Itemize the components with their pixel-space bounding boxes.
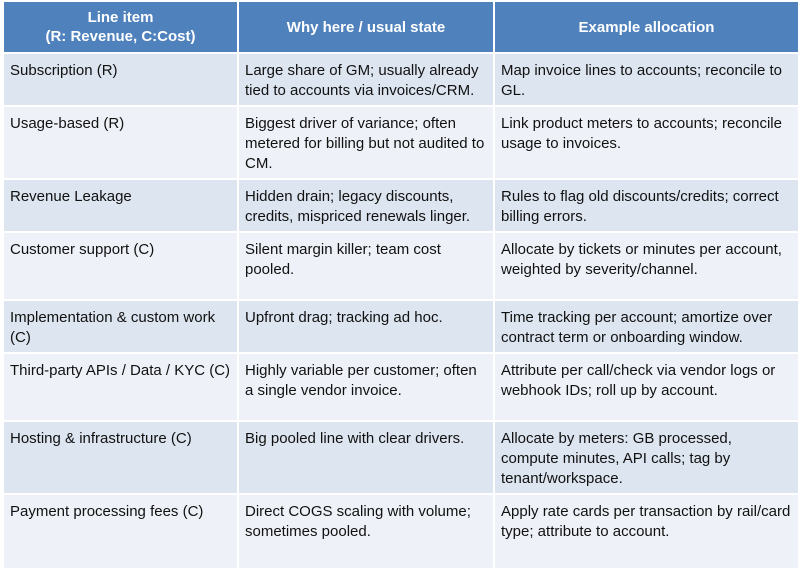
header-example-allocation: Example allocation: [494, 1, 799, 53]
cell-example-allocation: Attribute per call/check via vendor logs or webhook IDs; roll up by account.: [494, 353, 799, 421]
cell-line-item: Payment processing fees (C): [3, 494, 238, 569]
cell-why-here: Direct COGS scaling with volume; sometimes pooled.: [238, 494, 494, 569]
cell-why-here: Silent margin killer; team cost pooled.: [238, 232, 494, 300]
table-row: [3, 232, 799, 300]
table-row: [3, 300, 799, 353]
cell-example-allocation: Time tracking per account; amortize over contract term or onboarding window.: [494, 300, 799, 353]
table-row: [3, 353, 799, 421]
header-why-here: Why here / usual state: [238, 1, 494, 53]
header-row: [3, 1, 799, 53]
table-row: [3, 494, 799, 569]
table-row: [3, 179, 799, 232]
table-row: [3, 421, 799, 494]
cell-example-allocation: Allocate by tickets or minutes per account, weighted by severity/channel.: [494, 232, 799, 300]
cell-example-allocation: Link product meters to accounts; reconcile usage to invoices.: [494, 106, 799, 179]
cell-why-here: Hidden drain; legacy discounts, credits, mispriced renewals linger.: [238, 179, 494, 232]
cell-line-item: Third-party APIs / Data / KYC (C): [3, 353, 238, 421]
cell-line-item: Hosting & infrastructure (C): [3, 421, 238, 494]
cell-example-allocation: Allocate by meters: GB processed, compute minutes, API calls; tag by tenant/workspace.: [494, 421, 799, 494]
cell-example-allocation: Apply rate cards per transaction by rail/card type; attribute to account.: [494, 494, 799, 569]
allocation-table: [2, 0, 800, 570]
cell-line-item: Implementation & custom work (C): [3, 300, 238, 353]
cell-line-item: Customer support (C): [3, 232, 238, 300]
cell-why-here: Biggest driver of variance; often metered for billing but not audited to CM.: [238, 106, 494, 179]
cell-line-item: Revenue Leakage: [3, 179, 238, 232]
cell-example-allocation: Map invoice lines to accounts; reconcile to GL.: [494, 53, 799, 106]
cell-example-allocation: Rules to flag old discounts/credits; correct billing errors.: [494, 179, 799, 232]
cell-why-here: Big pooled line with clear drivers.: [238, 421, 494, 494]
cell-line-item: Usage-based (R): [3, 106, 238, 179]
cell-why-here: Highly variable per customer; often a single vendor invoice.: [238, 353, 494, 421]
cell-line-item: Subscription (R): [3, 53, 238, 106]
header-line-item-label: Line item (R: Revenue, C:Cost): [45, 9, 196, 45]
table-row: [3, 53, 799, 106]
cell-why-here: Large share of GM; usually already tied to accounts via invoices/CRM.: [238, 53, 494, 106]
cell-why-here: Upfront drag; tracking ad hoc.: [238, 300, 494, 353]
table-row: [3, 106, 799, 179]
header-line-item: [3, 1, 238, 53]
